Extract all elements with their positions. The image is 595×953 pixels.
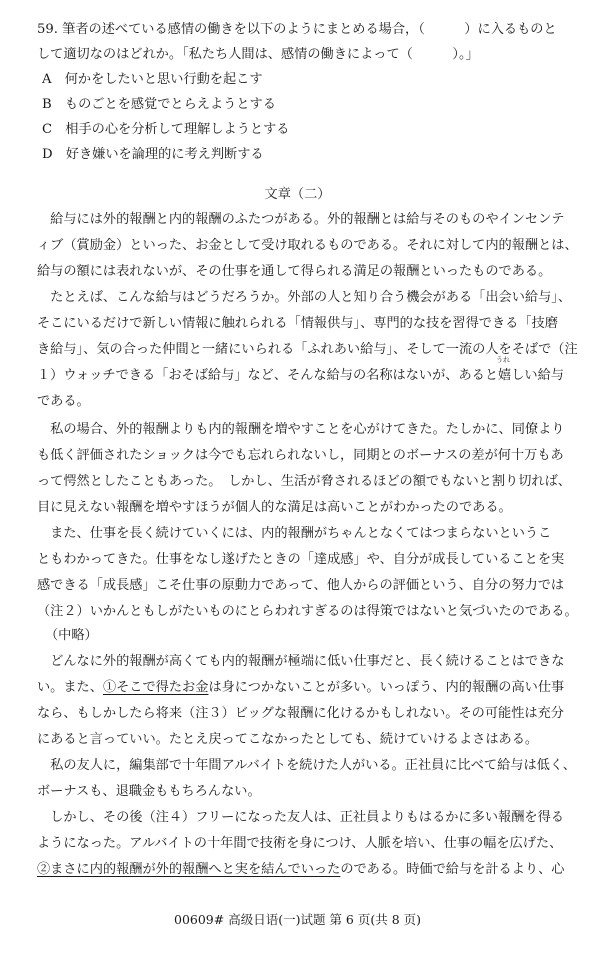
p5-line-3: なら、もしかしたら将来（注３）ビッグな報酬に化けるかもしれない。その可能性は充分 <box>37 706 564 721</box>
page-footer: 00609# 高级日语(一)试题 第 6 页(共 8 页) <box>174 912 421 927</box>
p7-line-2: ようになった。アルバイトの十年間で技術を身につけ、人脈を培い、仕事の幅を広げた、 <box>37 836 563 851</box>
p6-line-1: 私の友人に，編集部で十年間アルバイトを続けた人がいる。正社員に比べて給与は低く、 <box>37 758 576 773</box>
p2-line-1: たとえば、こんな給与はどうだろうか。外部の人と知り合う機会がある「出会い給与」、 <box>37 290 572 305</box>
p2-line-5: である。 <box>37 394 90 409</box>
ruby-annotation: うれ <box>496 356 510 364</box>
option-b: B ものごとを感覚でとらえようとする <box>42 97 276 112</box>
question-stem-line-1: 59. 筆者の述べている感情の働きを以下のようにまとめる場合，（ ）に入るものと <box>37 22 557 37</box>
p1-line-1: 給与には外的報酬と内的報酬のふたつがある。外的報酬とは給与そのものやインセンテ <box>37 212 565 227</box>
p6-line-2: ボーナスも、退職金ももちろんない。 <box>37 784 261 799</box>
underlined-phrase-2: ②まさに内的報酬が外的報酬へと実を結んでいった <box>37 862 341 877</box>
p2-line-4: １）ウォッチできる「おそば給与」など、そんな給与の名称はないが、あると嬉しい給与 <box>37 368 564 383</box>
p3-line-4: 目に見えない報酬を増やすほうが個人的な満足は高いことがわかったのである。 <box>37 500 512 515</box>
p3-line-2: も低く評価されたショックは今でも忘れられないし，同期とのボーナスの差が何十万もあ <box>37 448 564 463</box>
p5-line-2 <box>37 678 595 698</box>
p5-line-1: どんなに外的報酬が高くても内的報酬が極端に低い仕事だと、長く続けることはできな <box>37 654 565 669</box>
p5-line-4: にあると言っていい。たとえ戻ってこなかったとしても、続けていけるよさはある。 <box>37 732 539 747</box>
p7-line-3 <box>37 860 595 880</box>
p7-line-1: しかし、その後（注４）フリーになった友人は、正社員よりもはるかに多い報酬を得る <box>37 810 564 825</box>
p4-line-4: （注２）いかんともしがたいものにとらわれすぎるのは得策ではないと気づいたのである。 <box>37 604 578 619</box>
underlined-phrase-1: ①そこで得たお金 <box>102 680 209 695</box>
omitted-marker: （中略） <box>45 628 98 643</box>
p3-line-3: って愕然としたこともあった。 しかし、生活が脅されるほどの額でもないと割り切れば、 <box>37 474 571 489</box>
option-a: A 何かをしたいと思い行動を起こす <box>42 72 263 87</box>
question-stem-line-2: して適切なのはどれか。「私たち人間は、感情の働きによって（ ）。」 <box>37 47 479 62</box>
p1-line-3: 給与の額には表れないが、その仕事を通して得られる満足の報酬といったものである。 <box>37 264 552 279</box>
p1-line-2: ィブ（賞励金）といった、お金として受け取れるものである。それに対して内的報酬とは、 <box>37 238 578 253</box>
p7-line-3-post: のである。時価で給与を計るより、心 <box>340 862 565 877</box>
passage-title: 文章（二） <box>264 187 331 202</box>
option-d: D 好き嫌いを論理的に考え判断する <box>42 147 264 162</box>
p4-line-1: また、仕事を長く続けていくには、内的報酬がちゃんとなくてはつまらないというこ <box>37 526 552 541</box>
p3-line-1: 私の場合、外的報酬よりも内的報酬を増やすことを心がけてきた。たしかに、同僚より <box>37 422 565 437</box>
p4-line-3: 感できる「成長感」こそ仕事の原動力であって、他人からの評価という、自分の努力では <box>37 578 565 593</box>
option-c: C 相手の心を分析して理解しようとする <box>42 122 290 137</box>
p5-line-2-pre: い。また、 <box>37 680 103 695</box>
p5-line-2-post: は身につかないことが多い。いっぽう、内的報酬の高い仕事 <box>208 680 565 695</box>
p2-line-2: そこにいるだけで新しい情報に触れられる「情報供与」、専門的な技を習得できる「技磨 <box>37 316 558 331</box>
p4-line-2: ともわかってきた。仕事をなし遂げたときの「達成感」や、自分が成長していることを実 <box>37 552 565 567</box>
p2-line-3: き給与」、気の合った仲間と一緒にいられる「ふれあい給与」、そして一流の人をそばで（注 <box>37 342 578 357</box>
